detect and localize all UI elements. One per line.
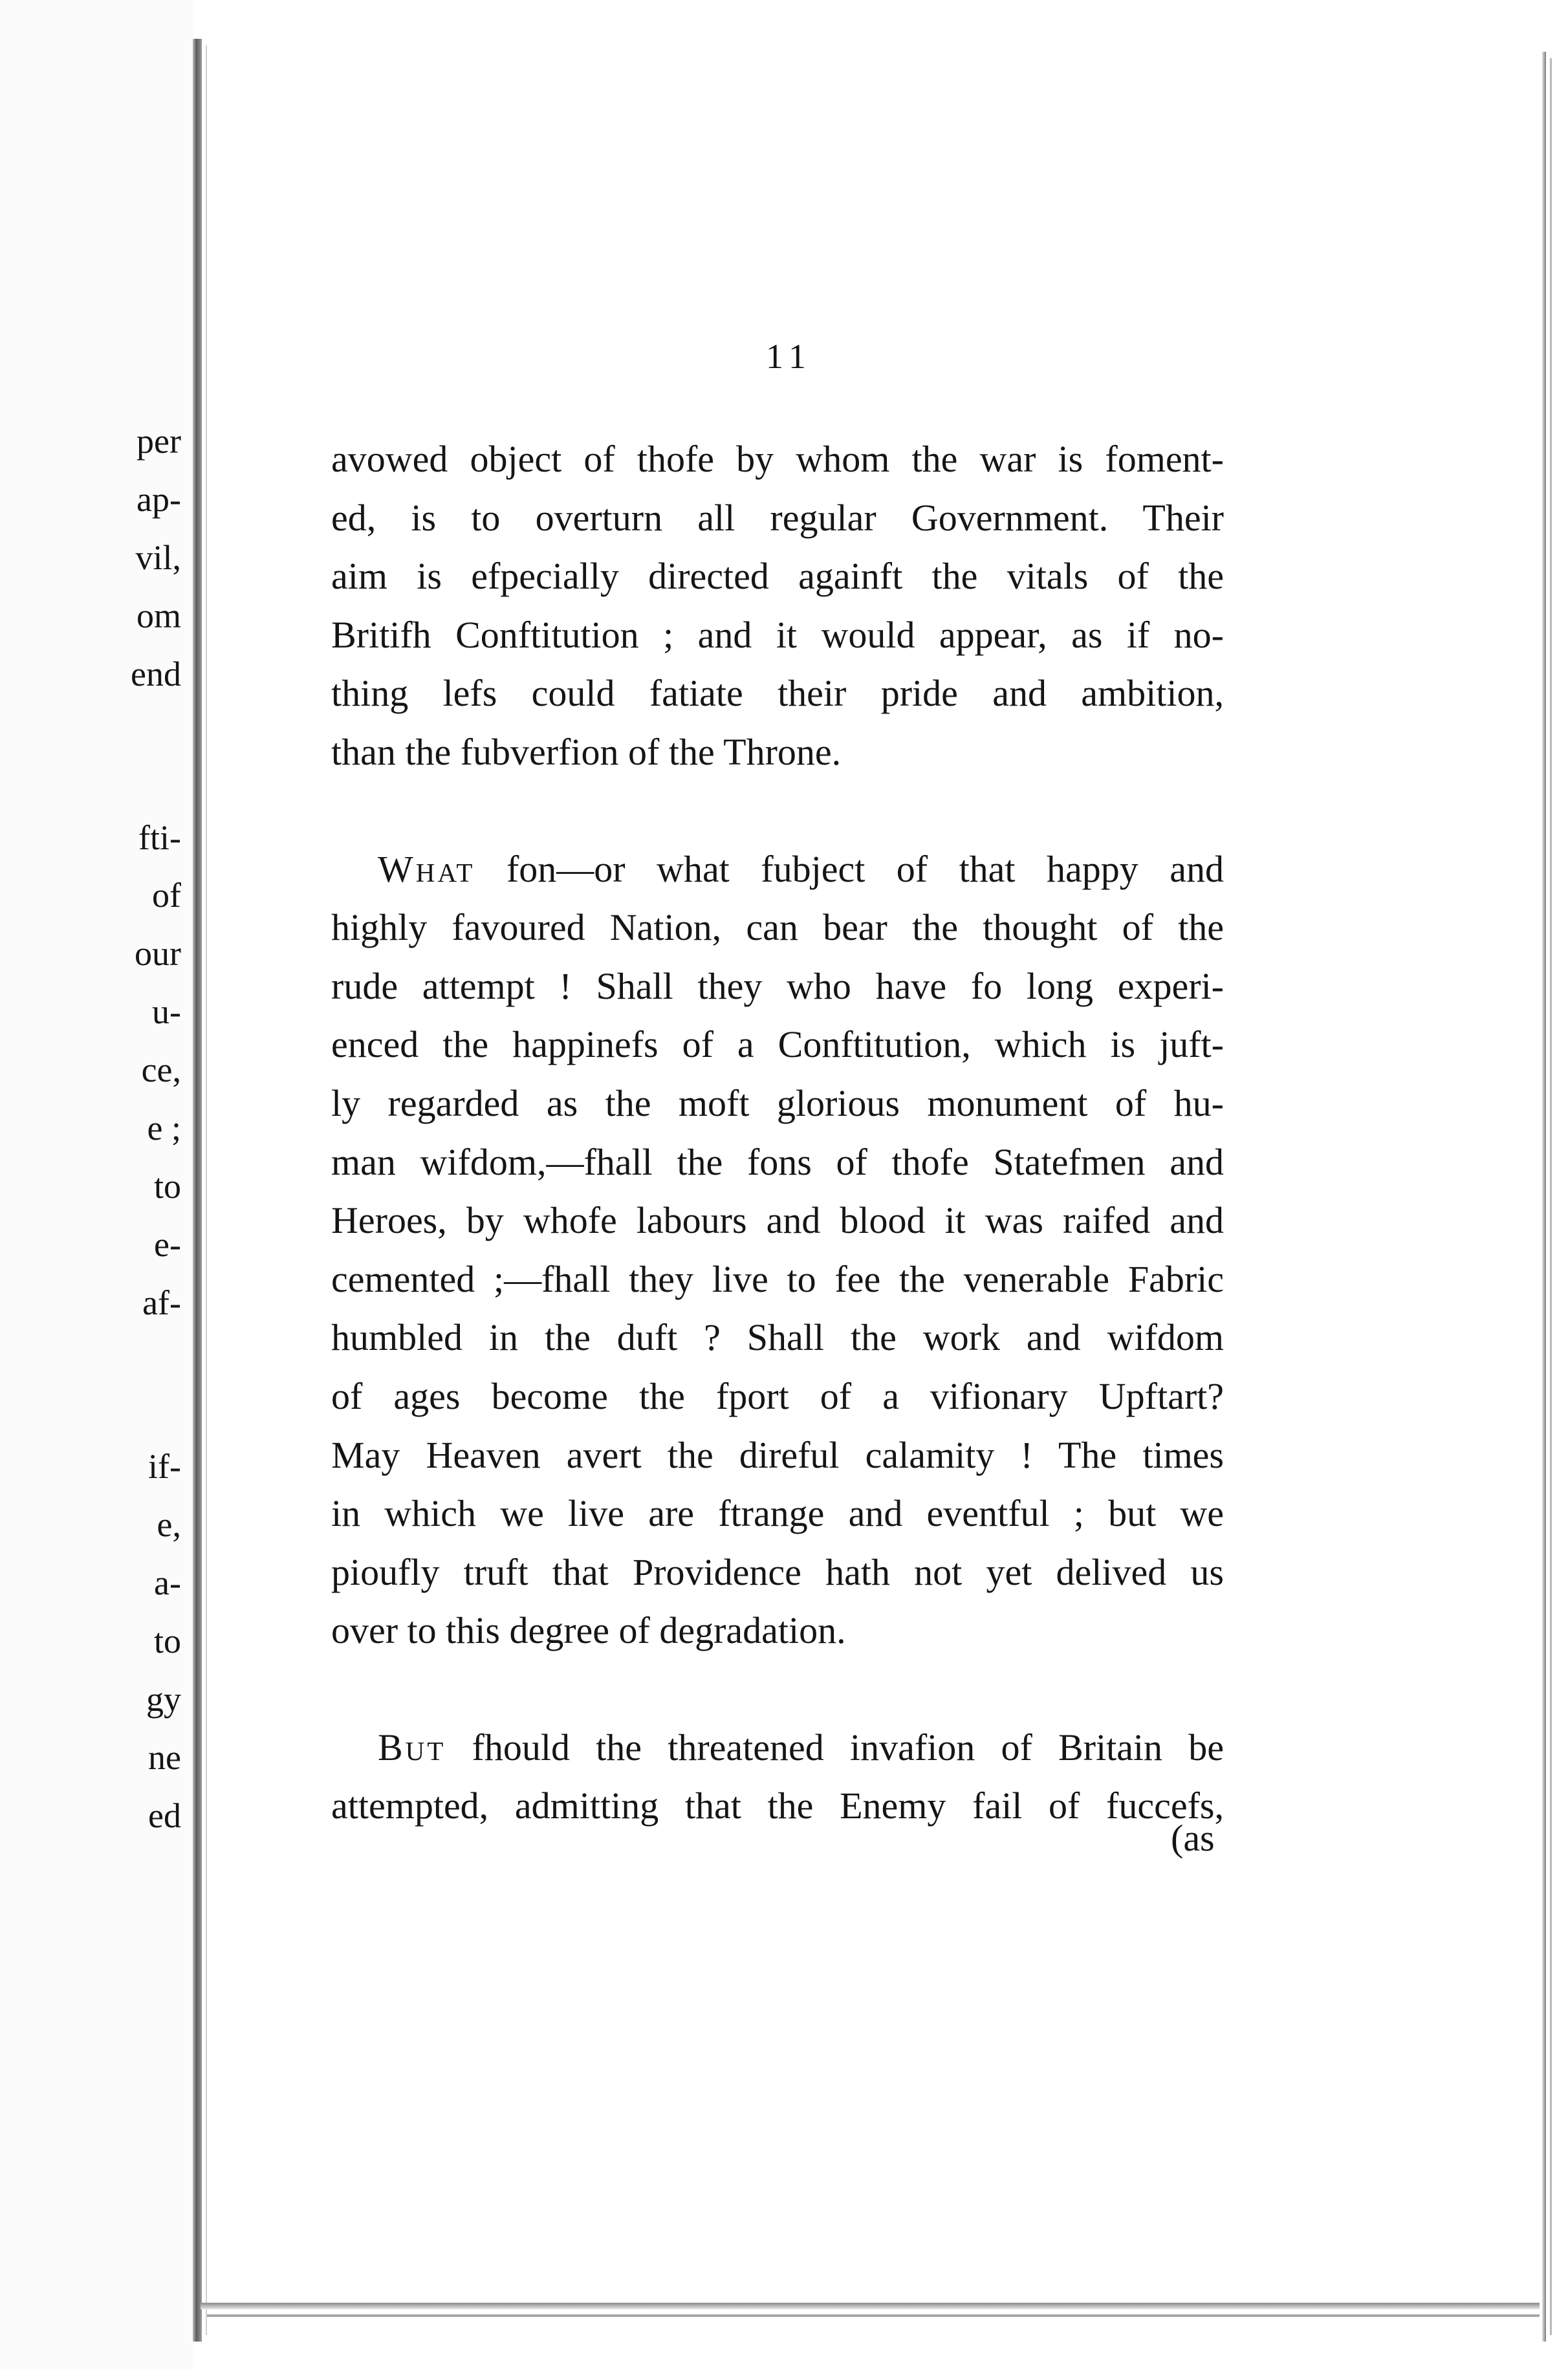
text-line: cemented ;—fhall they live to fee the venerable Fabric [331,1257,1224,1300]
facing-page-text-fragment: fti- [138,818,181,857]
facing-page-text-fragment: gy [146,1680,181,1719]
facing-page-text-fragment: ap- [136,480,181,519]
facing-page-fragment [0,0,194,2370]
book-gutter [193,39,202,2342]
text-line: enced the happinefs of a Conftitution, which is juft- [331,1023,1224,1066]
facing-page-text-fragment: a- [154,1563,181,1602]
paragraph-3 [331,1719,1224,1836]
facing-page-text-fragment: e- [154,1225,181,1264]
facing-page-text-fragment: to [153,1167,181,1206]
facing-page-text-fragment: e, [157,1505,181,1544]
text-line: avowed object of thofe by whom the war is foment- [331,438,1224,480]
text-line: of ages become the fport of a vifionary Upftart? [331,1375,1224,1417]
page-right-edge [1542,52,1546,2342]
page-number: 11 [766,337,812,376]
page-right-edge-shadow [1550,58,1552,2335]
facing-page-text-fragment: our [135,934,181,973]
facing-page-text-fragment: ed [148,1796,181,1835]
facing-page-text-fragment: per [136,422,181,461]
page-bottom-edge-shadow [207,2314,1540,2317]
facing-page-text-fragment: om [136,596,181,635]
text-line: rude attempt ! Shall they who have fo long experi- [331,964,1224,1007]
text-line-rest: fhould the threatened invafion of Britain be [446,1726,1224,1768]
gutter-line [206,45,207,2335]
facing-page-text-fragment: u- [152,992,181,1031]
text-line: humbled in the duft ? Shall the work and wifdom [331,1316,1224,1359]
facing-page-text-fragment: af- [142,1283,181,1322]
paragraph-gap [331,1660,1224,1719]
text-line: highly favoured Nation, can bear the thought of the [331,906,1224,949]
facing-page-text-fragment: if- [148,1447,181,1486]
text-line: pioufly truft that Providence hath not yet delived us [331,1550,1224,1593]
text-line: May Heaven avert the direful calamity ! The times [331,1433,1224,1476]
page-bottom-edge [201,2303,1540,2309]
catchword: (as [1171,1817,1215,1859]
text-line: thing lefs could fatiate their pride and ambition, [331,672,1224,715]
text-line: ly regarded as the moft glorious monument of hu- [331,1082,1224,1124]
facing-page-text-fragment: ce, [141,1050,181,1089]
paragraph-lead-word: But [378,1726,446,1768]
text-line: Heroes, by whofe labours and blood it was raifed and [331,1199,1224,1242]
text-line: man wifdom,—fhall the fons of thofe Statefmen and [331,1140,1224,1183]
paragraph-gap [331,782,1224,840]
text-line: aim is efpecially directed againft the vitals of the [331,555,1224,598]
facing-page-text-fragment: vil, [135,538,181,577]
text-line: attempted, admitting that the Enemy fail of fuccefs, [331,1785,1224,1827]
text-line: in which we live are ftrange and eventful ; but we [331,1492,1224,1535]
text-line [331,840,1224,899]
body-text [331,430,1224,1836]
facing-page-text-fragment: of [152,876,181,915]
paragraph-2 [331,840,1224,1660]
facing-page-text-fragment: ne [148,1738,181,1777]
text-line: over to this degree of degradation. [331,1609,846,1652]
text-line: ed, is to overturn all regular Government. Their [331,496,1224,539]
facing-page-text-fragment: e ; [147,1109,181,1147]
facing-page-text-fragment: end [131,655,181,693]
text-line-rest: fon—or what fubject of that happy and [475,847,1224,890]
text-line: Britifh Conftitution ; and it would appear, as if no- [331,613,1224,656]
paragraph-lead-word: What [378,847,475,890]
text-line [331,1719,1224,1778]
paragraph-1 [331,430,1224,782]
text-line: than the fubverfion of the Throne. [331,730,842,773]
facing-page-text-fragment: to [153,1622,181,1660]
